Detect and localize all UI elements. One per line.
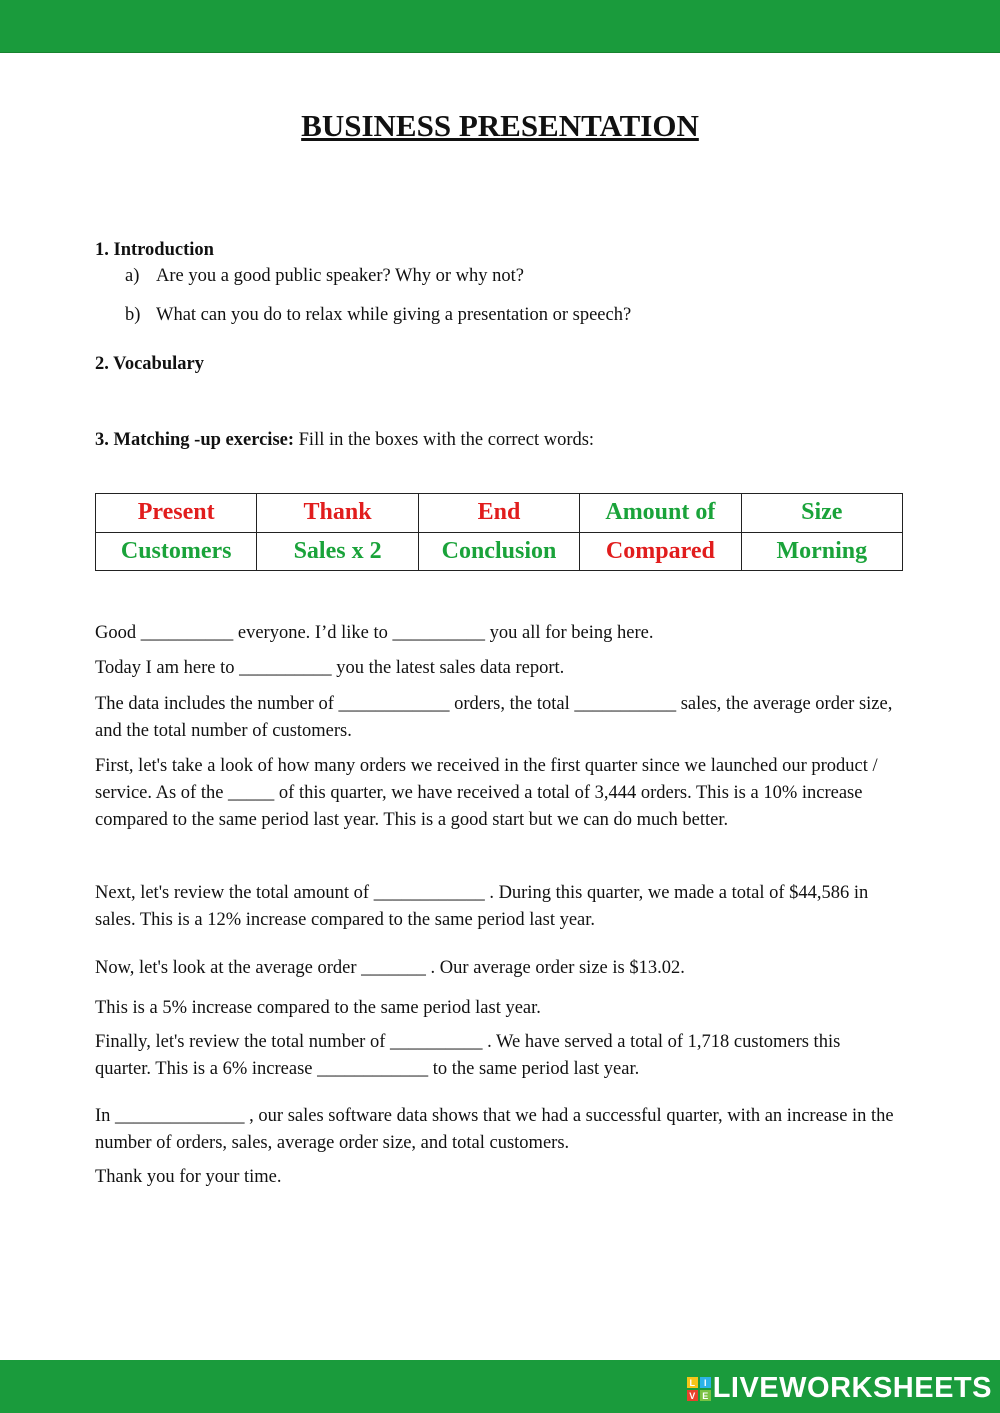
paragraph-purpose: Today I am here to __________ you the latest sales data report. <box>95 658 565 678</box>
word-conclusion: Conclusion <box>418 532 579 571</box>
table-row <box>96 494 903 533</box>
paragraph-data-includes: The data includes the number of ____________ orders, the total ___________ sales, the average order size, and the total number of customers. <box>95 694 893 741</box>
list-item <box>125 302 631 329</box>
word-amount-of: Amount of <box>580 494 741 533</box>
page-title: BUSINESS PRESENTATION <box>301 108 699 143</box>
section-matching-heading <box>95 427 594 454</box>
paragraph-conclusion: In ______________ , our sales software data shows that we had a successful quarter, with an increase in the number of orders, sales, average order size, and total customers. <box>95 1106 894 1153</box>
word-sales-x2: Sales x 2 <box>257 532 418 571</box>
logo-mark-letter: I <box>703 1377 707 1388</box>
word-morning: Morning <box>741 532 902 571</box>
matching-instruction: Fill in the boxes with the correct words: <box>294 430 595 450</box>
list-marker: b) <box>125 305 141 325</box>
paragraph-orders: First, let's take a look of how many orders we received in the first quarter since we launched our product / service. As of the _____ of this quarter, we have received a total of 3,444 orders. This is a 10% increase compared to the same period last year. This is a good start but we can do much better. <box>95 756 878 830</box>
paragraph-increase: This is a 5% increase compared to the same period last year. <box>95 998 541 1018</box>
list-item-text: Are you a good public speaker? Why or why not? <box>156 266 525 286</box>
paragraph-customers: Finally, let's review the total number of __________ . We have served a total of 1,718 customers this quarter. This is a 6% increase ____________ to the same period last year. <box>95 1032 841 1079</box>
matching-heading-label: 3. Matching -up exercise: <box>95 430 295 450</box>
liveworksheets-logo-text: LIVEWORKSHEETS <box>712 1372 992 1404</box>
word-present: Present <box>96 494 257 533</box>
paragraph-greeting: Good __________ everyone. I’d like to __________ you all for being here. <box>95 623 654 643</box>
logo-mark-letter: L <box>689 1377 696 1388</box>
section-introduction-heading: 1. Introduction <box>95 240 214 260</box>
word-thank: Thank <box>257 494 418 533</box>
paragraph-thanks: Thank you for your time. <box>95 1167 282 1187</box>
section-vocabulary-heading: 2. Vocabulary <box>95 354 204 374</box>
top-green-bar <box>0 0 1000 53</box>
logo-mark-letter: E <box>701 1390 709 1401</box>
paragraph-average-order: Now, let's look at the average order _______ . Our average order size is $13.02. <box>95 958 685 978</box>
word-size: Size <box>741 494 902 533</box>
word-end: End <box>418 494 579 533</box>
list-marker: a) <box>125 266 140 286</box>
liveworksheets-logo <box>687 1372 992 1405</box>
word-customers: Customers <box>96 532 257 571</box>
word-bank-table <box>95 493 903 571</box>
liveworksheets-logo-icon <box>687 1377 711 1401</box>
logo-mark-letter: V <box>688 1390 696 1401</box>
table-row <box>96 532 903 571</box>
paragraph-sales: Next, let's review the total amount of ____________ . During this quarter, we made a total of $44,586 in sales. This is a 12% increase compared to the same period last year. <box>95 883 869 930</box>
word-compared: Compared <box>580 532 741 571</box>
list-item <box>125 263 524 290</box>
list-item-text: What can you do to relax while giving a presentation or speech? <box>156 305 632 325</box>
